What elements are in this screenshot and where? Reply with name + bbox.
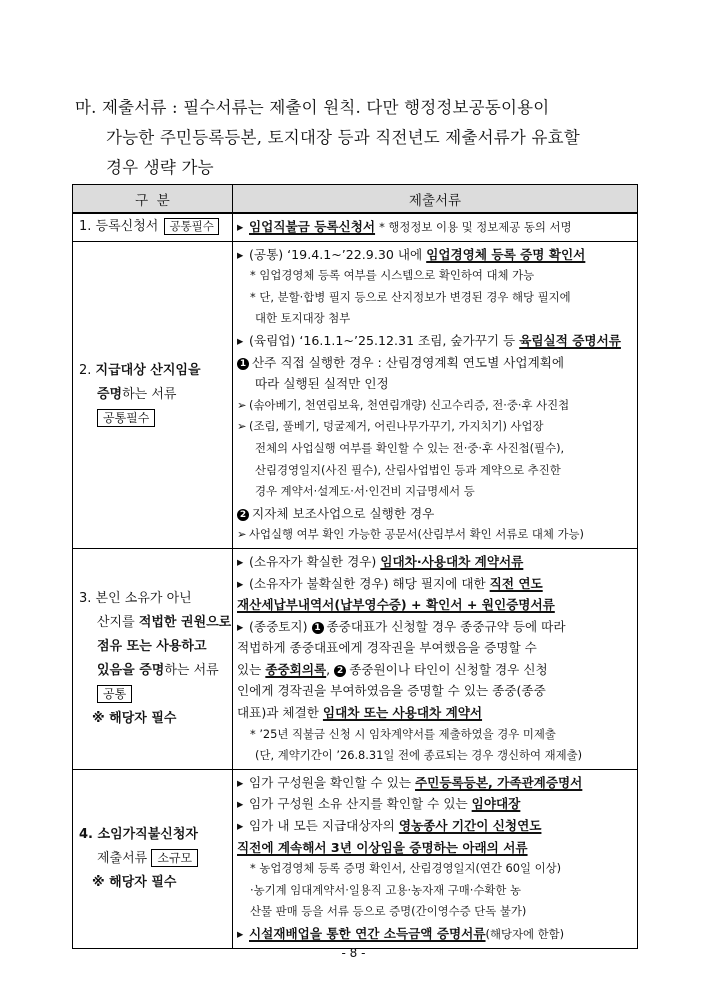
row2-title-1: 지급대상 산지임을 (95, 362, 201, 378)
number-circle-icon: 2 (237, 509, 249, 521)
row2-line-5b: 육림실적 증명서류 (519, 332, 621, 348)
row3-title-4b: 하는 서류 (164, 662, 219, 678)
heading-line-1: 마. 제출서류 : 필수서류는 제출이 원칙. 다만 행정정보공동이용이 (75, 98, 550, 117)
bullet-icon: ▸ (237, 575, 244, 591)
arrow-bullet-icon: ➢ (237, 397, 247, 412)
row4-line-3b: 영농종사 기간이 신청연도 (398, 818, 542, 834)
row4-line-8a: 시설재배업을 통한 연간 소득금액 증명서류 (249, 926, 486, 941)
bullet-icon: ▸ (237, 818, 244, 834)
row2-line-1b: 임업경영체 등록 증명 확인서 (426, 246, 586, 262)
row3-line-6c: , (326, 661, 335, 677)
documents-cell (233, 213, 638, 241)
row3-line-2b: 직전 연도 (489, 575, 543, 591)
category-cell (73, 213, 233, 241)
row4-line-7: 산물 판매 등을 서류 등으로 증명(간이영수증 단독 불가) (250, 904, 527, 919)
row4-line-3a: 임가 내 모든 지급대상자의 (249, 818, 399, 834)
arrow-bullet-icon: ➢ (237, 419, 247, 434)
page-number: - 8 - (341, 946, 366, 960)
row3-line-2a: (소유자가 불확실한 경우) 해당 필지에 대한 (249, 575, 490, 591)
row2-number: 2. (79, 362, 96, 378)
row4-line-2b: 임야대장 (471, 796, 521, 812)
row3-line-4a: (종중토지) (249, 618, 312, 634)
row4-line-1a: 임가 구성원을 확인할 수 있는 (249, 774, 416, 790)
row4-title-2: 제출서류 (97, 850, 148, 866)
row3-required-note: ※ 해당자 필수 (92, 710, 177, 726)
row2-badge: 공통필수 (97, 409, 155, 427)
row2-line-10: 전체의 사업실행 여부를 확인할 수 있는 전·중·후 사진첩(필수), (255, 440, 565, 455)
row2-line-12: 경우 계약서·설계도·서·인건비 지급명세서 등 (255, 484, 475, 499)
row2-line-1a: (공통) ‘19.4.1~’22.9.30 내에 (249, 246, 427, 262)
row3-title-4a: 있음을 증명 (97, 662, 165, 678)
row3-line-4b: 종중대표가 신청할 경우 종중규약 등에 따라 (326, 618, 566, 634)
bullet-icon: ▸ (237, 246, 244, 262)
row3-title-1: 3. 본인 소유가 아닌 (79, 590, 192, 606)
row4-line-6: ·농기계 임대계약서·일용직 고용·농자재 구매·수확한 농 (250, 882, 522, 897)
row2-line-7: 따라 실행된 실적만 인정 (255, 376, 389, 392)
bullet-icon: ▸ (237, 618, 244, 634)
row3-line-6d: 종중원이나 타인이 신청할 경우 신청 (349, 661, 548, 677)
number-circle-icon: 1 (312, 622, 324, 634)
row2-line-8: (솎아베기, 천연림보육, 천연림개량) 신고수리증, 전·중·후 사진첩 (249, 397, 570, 412)
row3-line-1b: 임대차·사용대차 계약서류 (380, 553, 524, 569)
bullet-icon: ▸ (237, 219, 244, 234)
row1-note: * 행정정보 이용 및 정보제공 동의 서명 (379, 220, 572, 234)
row4-line-2a: 임가 구성원 소유 산지를 확인할 수 있는 (249, 796, 472, 812)
row3-title-2a: 산지를 (97, 614, 139, 630)
row1-doc: 임업직불금 등록신청서 (249, 219, 376, 234)
row2-line-2: * 임업경영체 등록 여부를 시스템으로 확인하여 대체 가능 (250, 268, 535, 283)
row3-line-8a: 대표)과 체결한 (237, 705, 323, 721)
category-cell (73, 241, 233, 548)
documents-cell (233, 241, 638, 548)
row4-line-1b: 주민등록등본, 가족관계증명서 (415, 774, 583, 790)
heading-line-3: 경우 생략 가능 (106, 158, 214, 177)
bullet-icon: ▸ (237, 553, 244, 569)
row3-line-8b: 임대차 또는 사용대차 계약서 (322, 705, 483, 721)
row2-line-6: 산주 직접 실행한 경우 : 산림경영계획 연도별 사업계획에 (252, 354, 565, 370)
row2-line-3: * 단, 분할·합병 필지 등으로 산지정보가 변경된 경우 해당 필지에 (250, 289, 571, 304)
table-row (73, 213, 638, 241)
row3-line-9: * ’25년 직불금 신청 시 임차계약서를 제출하였을 경우 미제출 (250, 726, 556, 741)
row2-line-14: 사업실행 여부 확인 가능한 공문서(산림부서 확인 서류로 대체 가능) (249, 527, 584, 542)
row3-line-3: 재산세납부내역서(납부영수증) + 확인서 + 원인증명서류 (237, 597, 555, 613)
number-circle-icon: 2 (334, 665, 346, 677)
category-cell (73, 769, 233, 948)
row4-line-5: * 농업경영체 등록 증명 확인서, 산림경영일지(연간 60일 이상) (250, 861, 562, 876)
row3-line-6a: 있는 (237, 661, 266, 677)
row2-line-9: (조림, 풀베기, 덩굴제거, 어린나무가꾸기, 가지치기) 사업장 (249, 419, 544, 434)
documents-cell (233, 769, 638, 948)
row2-line-13: 지자체 보조사업으로 실행한 경우 (252, 505, 435, 521)
row4-title-1: 4. 소임가직불신청자 (79, 826, 198, 842)
bullet-icon: ▸ (237, 332, 244, 348)
row2-title-2b: 하는 서류 (122, 386, 177, 402)
table-row (73, 548, 638, 769)
row4-line-4: 직전에 계속해서 3년 이상임을 증명하는 아래의 서류 (237, 839, 528, 855)
section-heading (75, 93, 650, 183)
table-row (73, 769, 638, 948)
documents-cell (233, 548, 638, 769)
arrow-bullet-icon: ➢ (237, 527, 247, 542)
table-header-row (73, 185, 638, 214)
number-circle-icon: 1 (237, 358, 249, 370)
row2-line-11: 산림경영일지(사진 필수), 산림사업법인 등과 계약으로 추진한 (255, 462, 561, 477)
col-documents-header: 제출서류 (233, 185, 638, 214)
row3-title-3: 점유 또는 사용하고 (97, 638, 207, 654)
row3-line-5: 적법하게 종중대표에게 경작권을 부여했음을 증명할 수 (237, 640, 537, 656)
documents-table (72, 184, 638, 949)
row3-line-6b: 종중회의록 (265, 661, 327, 677)
col-category-header: 구 분 (73, 185, 233, 214)
row3-line-10: (단, 계약기간이 ’26.8.31일 전에 종료되는 경우 갱신하여 재제출) (255, 748, 583, 763)
row4-line-8b: (해당자에 한함) (485, 927, 565, 941)
row1-title: 1. 등록신청서 (79, 219, 159, 235)
row2-line-4: 대한 토지대장 첨부 (255, 311, 351, 326)
bullet-icon: ▸ (237, 796, 244, 812)
row3-line-1a: (소유자가 확실한 경우) (249, 553, 381, 569)
row4-required-note: ※ 해당자 필수 (92, 874, 177, 890)
row3-title-2b: 적법한 권원으로 (138, 614, 232, 630)
row2-line-5a: (육림업) ‘16.1.1~’25.12.31 조림, 숲가꾸기 등 (249, 332, 520, 348)
bullet-icon: ▸ (237, 926, 244, 941)
row1-badge: 공통필수 (164, 218, 218, 235)
table-row (73, 241, 638, 548)
bullet-icon: ▸ (237, 774, 244, 790)
row3-badge: 공통 (97, 685, 132, 703)
row3-line-7: 인에게 경작권을 부여하였음을 증명할 수 있는 종중(종중 (237, 683, 546, 699)
row4-badge: 소규모 (151, 849, 198, 867)
row2-title-2a: 증명 (97, 386, 123, 402)
heading-line-2: 가능한 주민등록등본, 토지대장 등과 직전년도 제출서류가 유효할 (106, 128, 580, 147)
category-cell (73, 548, 233, 769)
